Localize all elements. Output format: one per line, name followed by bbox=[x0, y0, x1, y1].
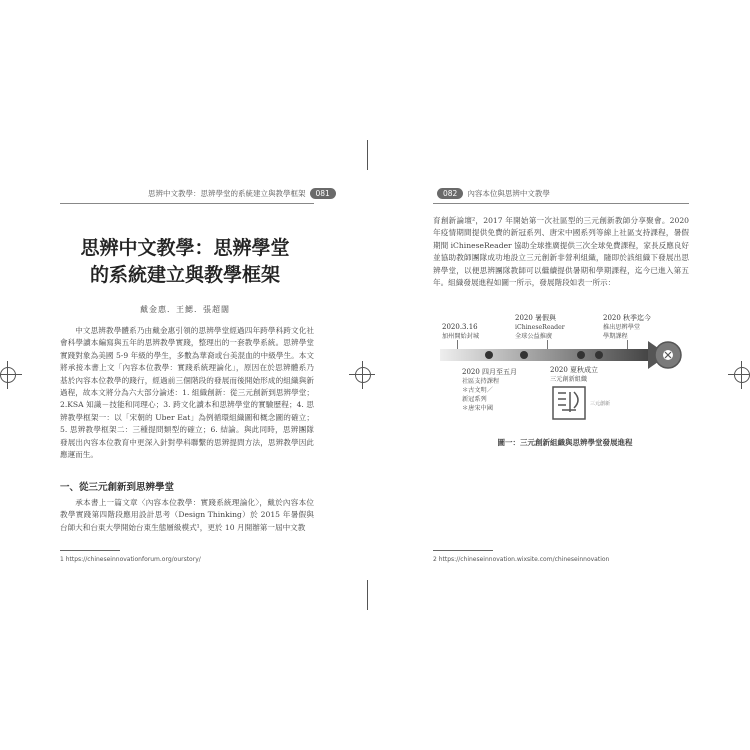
chapter-title bbox=[60, 235, 310, 289]
timeline-bar bbox=[440, 349, 650, 361]
running-head-left bbox=[148, 186, 340, 200]
title-line-1: 思辨中文教學：思辨學堂 bbox=[80, 237, 290, 259]
event-text: 新冠系列 bbox=[462, 396, 487, 403]
header-rule bbox=[433, 203, 689, 204]
event-text: 加州開始封城 bbox=[442, 333, 480, 340]
body-paragraph: 育創新論壇²，2017 年開始第一次社區型的三元創新教師分享聚會。2020 年疫情期間提供免費的新冠系列、唐宋中國系列等線上社區支持課程，暑假期間 iChineseReader 協助全球推廣提供三次全球免費課程，家長反應良好並協助教師團隊成功地設立三元創新非營利組織，隨即於該組織下發展出思辨學堂，以便思辨團隊教師可以繼續提供暑期和學期課程，迄今已進入第五年。組織發展進程如圖一所示，發展階段如表一所示： bbox=[433, 216, 689, 288]
authors: 戴金惠．王鰓．張超闊 bbox=[140, 305, 230, 314]
crop-mark bbox=[367, 580, 368, 610]
page-number: 081 bbox=[310, 188, 336, 199]
header-rule bbox=[60, 203, 314, 204]
event-2020-fall bbox=[603, 314, 651, 341]
event-date: 2020 秋季迄今 bbox=[603, 314, 652, 322]
logo-text: 三元創新 bbox=[590, 401, 611, 407]
event-text: ＊唐宋中國 bbox=[462, 405, 493, 412]
intro-paragraph: 中文思辨教學體系乃由戴金惠引領的思辨學堂經過四年跨學科跨文化社會科學讀本編寫與五年的思辨教學實踐，整理出的一套教學系統。思辨學堂實踐對象為美國 5-9 年級的學生，多數為華裔或台美混血的中級學生。本文將承接本書上文「內容本位教學：實踐系統理論化」，原因在於思辨體系乃基於內容本位教學的踐行，經過前三個階段的發展而後開始形成的組織與新過程，故本文將分為六大部分論述：1. 組織創新：從三元創新到思辨學堂；2.KSA 知識－技能和同理心；3. 跨文化讀本和思辨學堂的實驗歷程；4. 思辨教學框架一：以「宋朝的 Uber Eat」為例循環組織圖和概念圖的確立；5. 思辨教學框架二：三種提問類型的確立；6. 結論。與此同時，思辨團隊發展出內容本位教育中更深入針對學科聯繫的思辨提問方法，思辨教學因此應運而生。 bbox=[60, 326, 314, 460]
timeline-dot bbox=[595, 351, 603, 359]
page-number: 082 bbox=[437, 188, 463, 199]
timeline-dot bbox=[485, 351, 493, 359]
running-head-text: 思辨中文教學：思辨學堂的系統建立與教學框架 bbox=[148, 188, 306, 198]
event-2020-summer-fall bbox=[550, 366, 598, 384]
event-text: 全球公益推廣 bbox=[515, 333, 553, 340]
footnote-rule bbox=[60, 550, 120, 551]
timeline-dot bbox=[577, 351, 585, 359]
event-text: 三元創新組織 bbox=[550, 376, 588, 383]
tick bbox=[457, 340, 458, 349]
crop-mark bbox=[367, 140, 368, 170]
figure-caption: 圖一：三元創新組織與思辨學堂發展進程 bbox=[497, 438, 633, 447]
registration-mark bbox=[734, 367, 750, 383]
footnote-rule bbox=[433, 550, 493, 551]
event-2020-april bbox=[462, 368, 517, 413]
event-date: 2020 夏秋成立 bbox=[550, 366, 599, 374]
event-2020-03 bbox=[442, 323, 479, 341]
running-head-text: 內容本位與思辨中文教學 bbox=[467, 188, 550, 198]
timeline-dot bbox=[520, 351, 528, 359]
section-body bbox=[60, 497, 314, 534]
section-paragraph: 承本書上一篇文章〈內容本位教學：實踐系統理論化〉，戴於內容本位教學實踐第四階段應用設計思考（Design Thinking）於 2015 年暑假與台師大和台東大學開始台東生態層級模式¹，更於 10 月開辦第一屆中文教 bbox=[60, 498, 314, 532]
event-text: iChineseReader bbox=[515, 324, 565, 331]
development-timeline bbox=[440, 300, 690, 430]
event-text: ＊古文明／ bbox=[462, 387, 493, 394]
event-text: 社區支持課程 bbox=[462, 378, 500, 385]
event-text: 推出思辨學堂 bbox=[603, 324, 641, 331]
event-date: 2020 四月至五月 bbox=[462, 368, 518, 376]
intro-block bbox=[60, 325, 314, 461]
title-line-2: 的系統建立與教學框架 bbox=[89, 264, 280, 286]
running-head-right bbox=[433, 186, 550, 200]
tick bbox=[547, 340, 548, 349]
tick bbox=[627, 340, 628, 349]
section-heading: 一、從三元創新到思辨學堂 bbox=[60, 482, 175, 493]
footnote-1: 1 https://chineseinnovationforum.org/ourstory/ bbox=[60, 556, 201, 563]
event-text: 學期課程 bbox=[603, 333, 628, 340]
body-block bbox=[433, 215, 689, 289]
registration-mark bbox=[0, 367, 16, 383]
registration-mark bbox=[355, 367, 371, 383]
event-date: 2020 暑假與 bbox=[515, 314, 557, 322]
event-date: 2020.3.16 bbox=[442, 323, 478, 331]
event-2020-summer bbox=[515, 314, 565, 341]
footnote-2: 2 https://chineseinnovation.wixsite.com/chineseinnovation bbox=[433, 556, 610, 563]
logo-seal-icon bbox=[553, 387, 585, 419]
